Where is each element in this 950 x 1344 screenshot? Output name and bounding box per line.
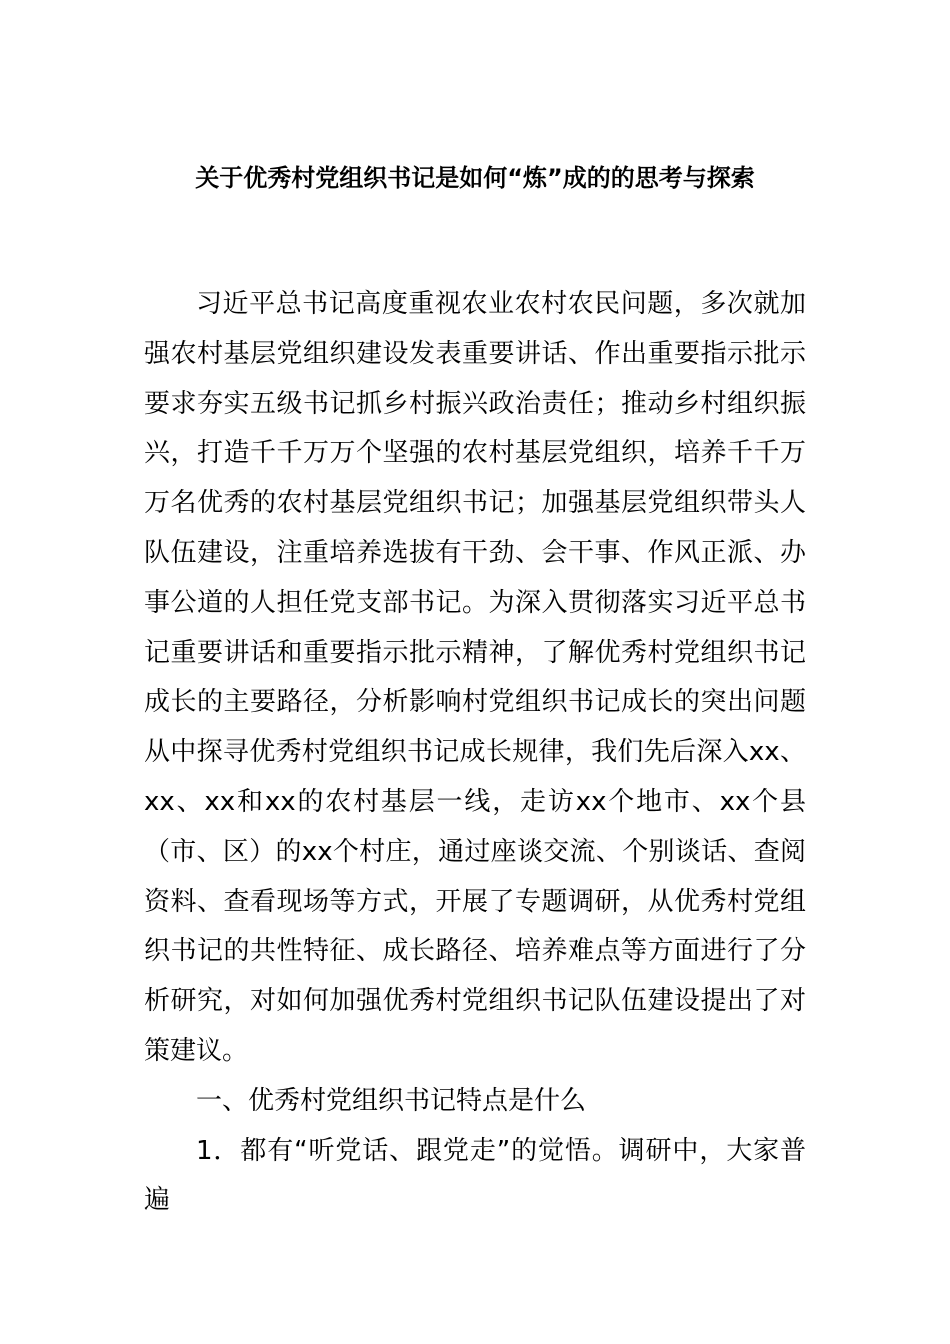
- point-1-paragraph: 1．都有“听党话、跟党走”的觉悟。调研中，大家普遍: [144, 1135, 806, 1216]
- document-title: 关于优秀村党组织书记是如何“炼”成的的思考与探索: [195, 164, 755, 192]
- document-body: [144, 280, 806, 1226]
- section-heading: 一、优秀村党组织书记特点是什么: [196, 1085, 587, 1116]
- intro-paragraph: 习近平总书记高度重视农业农村农民问题，多次就加强农村基层党组织建设发表重要讲话、作出重要指示批示要求夯实五级书记抓乡村振兴政治责任；推动乡村组织振兴，打造千千万万个坚强的农村基层党组织，培养千千万万名优秀的农村基层党组织书记；加强基层党组织带头人队伍建设，注重培养选拔有干劲、会干事、作风正派、办事公道的人担任党支部书记。为深入贯彻落实习近平总书记重要讲话和重要指示批示精神，了解优秀村党组织书记成长的主要路径，分析影响村党组织书记成长的突出问题从中探寻优秀村党组织书记成长规律，我们先后深入xx、xx、xx和xx的农村基层一线，走访xx个地市、xx个县（市、区）的xx个村庄，通过座谈交流、个别谈话、查阅资料、查看现场等方式，开展了专题调研，从优秀村党组织书记的共性特征、成长路径、培养难点等方面进行了分析研究，对如何加强优秀村党组织书记队伍建设提出了对策建议。: [144, 289, 806, 1066]
